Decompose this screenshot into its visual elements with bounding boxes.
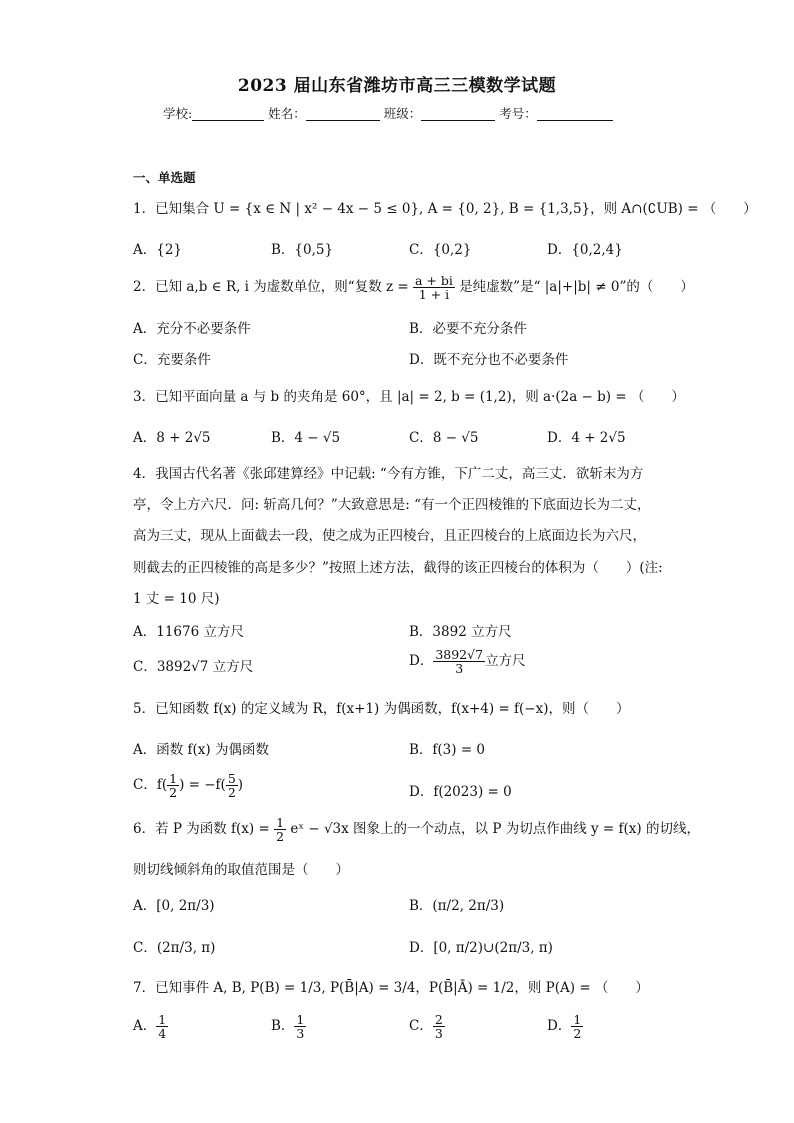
exam-number-label: 考号：: [499, 106, 537, 121]
fraction-numerator: 2: [434, 1012, 443, 1027]
question-6-fraction: [274, 816, 286, 843]
option-c-fraction-2: [226, 772, 238, 799]
option-c-mid: = −f: [184, 777, 221, 794]
fraction-denominator: 2: [573, 1026, 582, 1042]
school-label: 学校:: [163, 106, 193, 121]
question-3-stem: 3．已知平面向量 a 与 b 的夹角是 60°，且 |a| = 2, b = (1,2)，则 a·(2a − b) = （ ）: [133, 389, 685, 405]
question-5-option-b: B．f(3) = 0: [409, 742, 486, 758]
option-fraction: [156, 1013, 168, 1040]
fraction-denominator: 1 + i: [418, 287, 450, 303]
page-title: 2023 届山东省潍坊市高三三模数学试题: [237, 76, 557, 96]
question-6-option-b: B．(π/2, 2π/3): [409, 898, 505, 914]
question-4-line-2: 亭，令上方六尺．问: 斩高几何？”大致意思是: “有一个正四棱锥的下底面边长为二丈，: [133, 497, 651, 513]
question-4-line-3: 高为三丈，现从上面截去一段，使之成为正四棱台，且正四棱台的上底面边长为六尺，: [133, 528, 646, 544]
name-blank: [306, 106, 380, 121]
option-label: D．: [547, 1018, 572, 1035]
question-3-option-a: A．8 + 2√5: [133, 430, 211, 446]
question-7-option-b: [271, 1013, 306, 1040]
school-blank: [192, 106, 264, 121]
question-1-option-d: D．{0,2,4}: [547, 242, 623, 258]
section-heading: 一、单选题: [133, 170, 196, 185]
name-label: 姓名：: [268, 106, 306, 121]
student-info-line: [163, 104, 613, 122]
question-2-option-a: A．充分不必要条件: [133, 321, 251, 337]
question-7-option-a: [133, 1013, 168, 1040]
question-6-option-a: A．[0, 2π/3): [133, 898, 215, 914]
question-6-option-d: D．[0, π/2)∪(2π/3, π): [409, 940, 553, 956]
fraction-numerator: 5: [227, 771, 236, 786]
question-6-stem-post: eˣ − √3x 图象上的一个动点，以 P 为切点作曲线 y = f(x) 的切线，: [286, 821, 700, 838]
fraction-numerator: 1: [169, 771, 178, 786]
fraction-numerator: a + bi: [415, 273, 453, 288]
question-3-option-b: B．4 − √5: [271, 430, 341, 446]
option-c-label: C．f: [133, 777, 162, 794]
fraction-denominator: 3: [434, 1026, 443, 1042]
question-4-option-a: A．11676 立方尺: [133, 624, 244, 640]
question-6-stem: [133, 816, 700, 843]
class-label: 班级：: [383, 106, 422, 121]
question-4-option-d: [409, 648, 526, 675]
question-5-option-c: C．f( $\frac{1}{2}$ ) = −f( $\frac{5}{2}$ ): [133, 771, 244, 801]
option-fraction: [571, 1013, 583, 1040]
question-7-option-c: [409, 1013, 445, 1040]
fraction-numerator: 1: [573, 1012, 582, 1027]
fraction-denominator: 2: [169, 785, 178, 801]
option-fraction: [294, 1013, 306, 1040]
fraction-numerator: 1: [296, 1012, 305, 1027]
fraction-numerator: 3892√7: [435, 647, 484, 662]
question-4-line-5: 1 丈 = 10 尺): [133, 591, 220, 607]
question-1-option-c: C．{0,2}: [409, 242, 472, 258]
question-3-option-d: D．4 + 2√5: [547, 430, 626, 446]
question-2-option-d: D．既不充分也不必要条件: [409, 352, 569, 368]
question-2-stem: [133, 274, 694, 301]
fraction-denominator: 2: [227, 785, 236, 801]
class-blank: [421, 106, 495, 121]
question-4-option-b: B．3892 立方尺: [409, 624, 512, 640]
question-2-stem-post: 是纯虚数”是“ |a|+|b| ≠ 0”的（ ）: [454, 279, 694, 296]
fraction-denominator: 3: [455, 661, 464, 677]
question-2-option-c: C．充要条件: [133, 352, 211, 368]
option-d-unit: 立方尺: [485, 653, 526, 670]
question-3-option-c: C．8 − √5: [409, 430, 479, 446]
question-5-option-d: D．f(2023) = 0: [409, 784, 512, 800]
question-6-line-2: 则切线倾斜角的取值范围是（ ）: [133, 862, 349, 878]
exam-number-blank: [537, 106, 613, 121]
question-5-option-a: A．函数 f(x) 为偶函数: [133, 742, 269, 758]
question-1-option-b: B．{0,5}: [271, 242, 334, 258]
question-1-option-a: A．{2}: [133, 242, 183, 258]
question-4-line-4: 则截去的正四棱锥的高是多少？”按照上述方法，截得的该正四棱台的体积为（ ）(注:: [133, 560, 663, 576]
question-7-stem: 7．已知事件 A, B, P(B) = 1/3, P(B̄|A) = 3/4，P(B̄|Ā) = 1/2，则 P(A) = （ ）: [133, 980, 649, 996]
option-label: C．: [409, 1018, 433, 1035]
fraction-denominator: 4: [158, 1026, 167, 1042]
fraction-numerator: 1: [158, 1012, 167, 1027]
option-d-fraction: [433, 648, 485, 675]
question-2-option-b: B．必要不充分条件: [409, 321, 527, 337]
option-label: B．: [271, 1018, 295, 1035]
option-fraction: [433, 1013, 445, 1040]
question-5-stem: 5．已知函数 f(x) 的定义域为 R，f(x+1) 为偶函数，f(x+4) = f(−x)，则（ ）: [133, 701, 630, 717]
question-6-option-c: C．(2π/3, π): [133, 940, 216, 956]
question-2-stem-pre: 2．已知 a,b ∈ R, i 为虚数单位，则“复数 z =: [133, 279, 413, 296]
option-d-label: D．: [409, 653, 434, 670]
question-6-stem-pre: 6．若 P 为函数 f(x) =: [133, 821, 275, 838]
question-4-line-1: 4．我国古代名著《张邱建算经》中记载: “今有方锥，下广二丈，高三丈．欲斩末为方: [133, 466, 644, 482]
question-1-stem: 1．已知集合 U = {x ∈ N | x² − 4x − 5 ≤ 0}, A = {0, 2}, B = {1,3,5}，则 A∩(∁UB) = （ ）: [133, 201, 757, 217]
option-c-fraction-1: [167, 772, 179, 799]
fraction-denominator: 3: [296, 1026, 305, 1042]
question-2-fraction: [413, 274, 455, 301]
fraction-numerator: 1: [276, 815, 285, 830]
fraction-denominator: 2: [276, 829, 285, 845]
question-7-option-d: [547, 1013, 583, 1040]
option-label: A．: [133, 1018, 157, 1035]
question-4-option-c: C．3892√7 立方尺: [133, 659, 254, 675]
